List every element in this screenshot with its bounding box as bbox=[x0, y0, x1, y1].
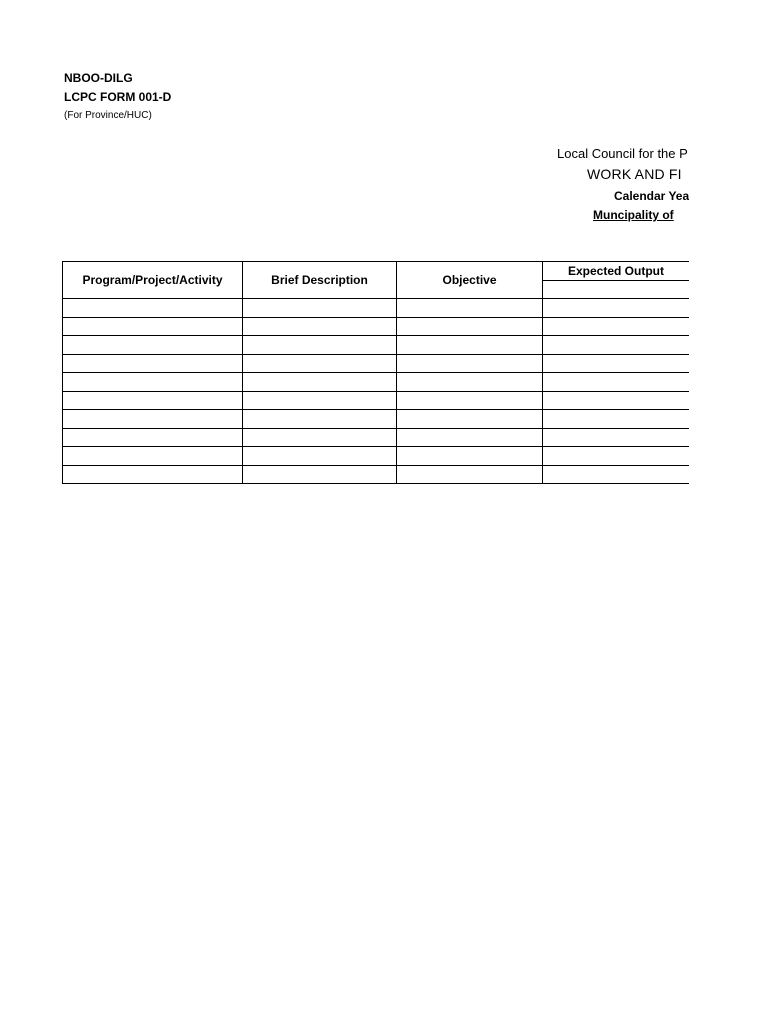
table-row bbox=[63, 336, 690, 355]
table-cell[interactable] bbox=[397, 465, 543, 484]
table-cell[interactable] bbox=[543, 354, 690, 373]
table-cell[interactable] bbox=[63, 410, 243, 429]
table-cell[interactable] bbox=[543, 428, 690, 447]
table-cell[interactable] bbox=[63, 428, 243, 447]
table-cell[interactable] bbox=[543, 447, 690, 466]
table-row bbox=[63, 373, 690, 392]
table-cell[interactable] bbox=[243, 317, 397, 336]
table-cell[interactable] bbox=[397, 354, 543, 373]
table-cell[interactable] bbox=[63, 317, 243, 336]
table-cell[interactable] bbox=[63, 447, 243, 466]
table-cell[interactable] bbox=[243, 336, 397, 355]
table-cell[interactable] bbox=[243, 465, 397, 484]
table-cell[interactable] bbox=[543, 373, 690, 392]
table-cell[interactable] bbox=[543, 317, 690, 336]
table-cell[interactable] bbox=[397, 428, 543, 447]
table-row bbox=[63, 447, 690, 466]
table-cell[interactable] bbox=[63, 336, 243, 355]
column-header-ppa: Program/Project/Activity bbox=[63, 262, 243, 299]
table-cell[interactable] bbox=[543, 410, 690, 429]
table-cell[interactable] bbox=[397, 373, 543, 392]
column-header-objective: Objective bbox=[397, 262, 543, 299]
table-cell[interactable] bbox=[397, 391, 543, 410]
table-cell[interactable] bbox=[243, 354, 397, 373]
table-cell[interactable] bbox=[397, 299, 543, 318]
table-cell[interactable] bbox=[243, 373, 397, 392]
table-row bbox=[63, 465, 690, 484]
table-cell[interactable] bbox=[543, 336, 690, 355]
column-header-expected-output: Expected Output bbox=[543, 262, 690, 281]
table-row bbox=[63, 354, 690, 373]
form-number: LCPC FORM 001-D bbox=[64, 90, 172, 104]
form-scope: (For Province/HUC) bbox=[64, 110, 152, 121]
table-cell[interactable] bbox=[243, 428, 397, 447]
org-label: NBOO-DILG bbox=[64, 71, 133, 85]
table-cell[interactable] bbox=[63, 299, 243, 318]
table-row bbox=[63, 428, 690, 447]
table-row bbox=[63, 317, 690, 336]
table-cell[interactable] bbox=[243, 299, 397, 318]
table-cell[interactable] bbox=[243, 447, 397, 466]
table-row bbox=[63, 299, 690, 318]
column-header-description: Brief Description bbox=[243, 262, 397, 299]
council-title: Local Council for the P bbox=[557, 146, 688, 161]
table-row bbox=[63, 410, 690, 429]
table-cell[interactable] bbox=[397, 447, 543, 466]
work-plan-table bbox=[62, 261, 689, 484]
table-cell[interactable] bbox=[397, 410, 543, 429]
table-cell[interactable] bbox=[243, 410, 397, 429]
table-cell[interactable] bbox=[543, 299, 690, 318]
table-cell[interactable] bbox=[243, 391, 397, 410]
table-cell[interactable] bbox=[63, 465, 243, 484]
table-cell[interactable] bbox=[63, 391, 243, 410]
table-row bbox=[63, 391, 690, 410]
table-cell[interactable] bbox=[63, 373, 243, 392]
municipality-label: Muncipality of bbox=[593, 208, 674, 222]
table-cell[interactable] bbox=[543, 465, 690, 484]
table-cell[interactable] bbox=[397, 336, 543, 355]
plan-title: WORK AND FI bbox=[587, 166, 682, 182]
calendar-year-label: Calendar Yea bbox=[614, 189, 689, 203]
table-cell[interactable] bbox=[543, 391, 690, 410]
table-cell[interactable] bbox=[397, 317, 543, 336]
expected-output-subheader bbox=[543, 281, 690, 299]
table-cell[interactable] bbox=[63, 354, 243, 373]
